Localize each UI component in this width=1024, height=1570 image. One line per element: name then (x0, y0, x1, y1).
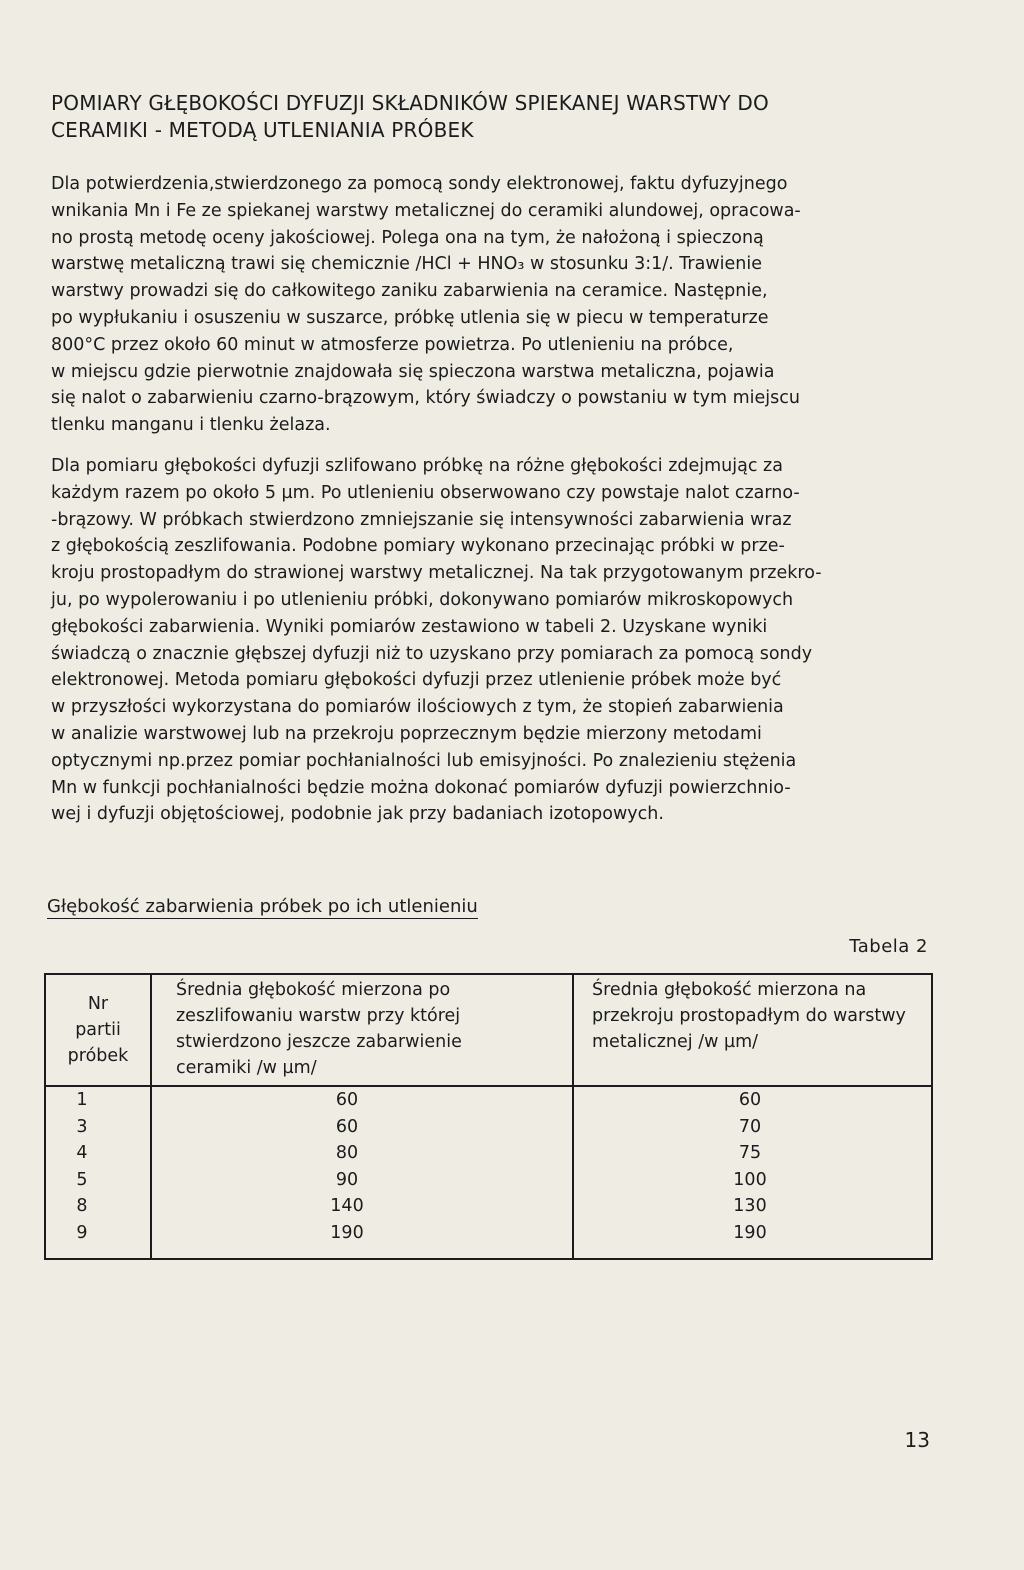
header-depth-cross-section (573, 974, 932, 1086)
cell-depth-grinding: 140 (151, 1193, 573, 1220)
cell-depth-cross-section: 75 (573, 1140, 932, 1167)
header-line: Nr (87, 994, 109, 1014)
table-row (45, 1220, 932, 1259)
cell-sample: 3 (45, 1114, 151, 1141)
text-line: każdym razem po około 5 µm. Po utlenieniu obserwowano czy powstaje nalot czarno- (51, 482, 800, 503)
page-title (51, 90, 951, 144)
text-line: tlenku manganu i tlenku żelaza. (51, 415, 331, 436)
text-line: w analizie warstwowej lub na przekroju poprzecznym będzie mierzony metodami (51, 723, 762, 744)
header-line: stwierdzono jeszcze zabarwienie (176, 1032, 462, 1052)
header-line: próbek (67, 1046, 129, 1066)
text-line: elektronowej. Metoda pomiaru głębokości dyfuzji przez utlenienie próbek może być (51, 670, 782, 691)
header-sample-number (45, 974, 151, 1086)
header-line: Średnia głębokość mierzona po (176, 980, 451, 1000)
text-line: się nalot o zabarwieniu czarno-brązowym, który świadczy o powstaniu w tym miejscu (51, 388, 800, 409)
cell-depth-grinding: 60 (151, 1086, 573, 1114)
results-table (44, 973, 933, 1260)
text-line: -brązowy. W próbkach stwierdzono zmniejszanie się intensywności zabarwienia wraz (51, 509, 792, 530)
text-line: świadczą o znacznie głębszej dyfuzji niż to uzyskano przy pomiarach za pomocą sondy (51, 643, 813, 664)
table-row (45, 1140, 932, 1167)
text-line: z głębokością zeszlifowania. Podobne pomiary wykonano przecinając próbki w prze- (51, 536, 785, 557)
cell-sample: 9 (45, 1220, 151, 1259)
text-line: Dla pomiaru głębokości dyfuzji szlifowano próbkę na różne głębokości zdejmując za (51, 456, 783, 476)
header-depth-grinding (151, 974, 573, 1086)
text-line: Mn w funkcji pochłanialności będzie można dokonać pomiarów dyfuzji powierzchnio- (51, 777, 791, 798)
cell-sample: 1 (45, 1086, 151, 1114)
text-line: 800°C przez około 60 minut w atmosferze powietrza. Po utlenieniu na próbce, (51, 334, 734, 355)
text-line: wej i dyfuzji objętościowej, podobnie jak przy badaniach izotopowych. (51, 804, 664, 825)
header-line: ceramiki /w µm/ (176, 1058, 317, 1078)
text-line: w przyszłości wykorzystana do pomiarów ilościowych z tym, że stopień zabarwienia (51, 697, 784, 718)
cell-depth-grinding: 80 (151, 1140, 573, 1167)
text-line: wnikania Mn i Fe ze spiekanej warstwy metalicznej do ceramiki alundowej, opracowa- (51, 200, 801, 221)
cell-sample: 5 (45, 1167, 151, 1194)
text-line: Dla potwierdzenia,stwierdzonego za pomocą sondy elektronowej, faktu dyfuzyjnego (51, 174, 788, 194)
text-line: głębokości zabarwienia. Wyniki pomiarów zestawiono w tabeli 2. Uzyskane wyniki (51, 616, 768, 637)
cell-depth-cross-section: 130 (573, 1193, 932, 1220)
text-line: kroju prostopadłym do strawionej warstwy metalicznej. Na tak przygotowanym przekro- (51, 563, 822, 584)
header-line: partii (75, 1020, 121, 1040)
page-number: 13 (904, 1428, 930, 1452)
paragraph-1 (51, 171, 931, 439)
table-row (45, 1167, 932, 1194)
cell-depth-grinding: 90 (151, 1167, 573, 1194)
table-row (45, 1086, 932, 1114)
cell-depth-grinding: 190 (151, 1220, 573, 1259)
cell-depth-cross-section: 70 (573, 1114, 932, 1141)
header-line: Średnia głębokość mierzona na (592, 980, 867, 1000)
table-row (45, 1193, 932, 1220)
text-line: warstwę metaliczną trawi się chemicznie /HCl + HNO₃ w stosunku 3:1/. Trawienie (51, 254, 762, 275)
cell-depth-cross-section: 60 (573, 1086, 932, 1114)
table-label: Tabela 2 (849, 936, 928, 957)
cell-sample: 4 (45, 1140, 151, 1167)
title-line-2: CERAMIKI - METODĄ UTLENIANIA PRÓBEK (51, 118, 474, 142)
paragraph-2 (51, 453, 931, 828)
table-row (45, 1114, 932, 1141)
text-line: w miejscu gdzie pierwotnie znajdowała się spieczona warstwa metaliczna, pojawia (51, 361, 775, 382)
header-line: zeszlifowaniu warstw przy której (176, 1006, 461, 1026)
cell-depth-cross-section: 190 (573, 1220, 932, 1259)
text-line: ju, po wypolerowaniu i po utlenieniu próbki, dokonywano pomiarów mikroskopowych (51, 589, 794, 610)
text-line: optycznymi np.przez pomiar pochłanialności lub emisyjności. Po znalezieniu stężenia (51, 750, 797, 771)
header-line: przekroju prostopadłym do warstwy (592, 1006, 906, 1026)
title-line-1: POMIARY GŁĘBOKOŚCI DYFUZJI SKŁADNIKÓW SPIEKANEJ WARSTWY DO (51, 91, 769, 115)
text-line: warstwy prowadzi się do całkowitego zaniku zabarwienia na ceramice. Następnie, (51, 281, 768, 302)
table-header-row (45, 974, 932, 1086)
text-line: po wypłukaniu i osuszeniu w suszarce, próbkę utlenia się w piecu w temperaturze (51, 307, 769, 328)
table-caption: Głębokość zabarwienia próbek po ich utlenieniu (47, 896, 478, 917)
header-line: metalicznej /w µm/ (592, 1032, 759, 1052)
cell-sample: 8 (45, 1193, 151, 1220)
cell-depth-cross-section: 100 (573, 1167, 932, 1194)
cell-depth-grinding: 60 (151, 1114, 573, 1141)
text-line: no prostą metodę oceny jakościowej. Polega ona na tym, że nałożoną i spieczoną (51, 227, 764, 248)
